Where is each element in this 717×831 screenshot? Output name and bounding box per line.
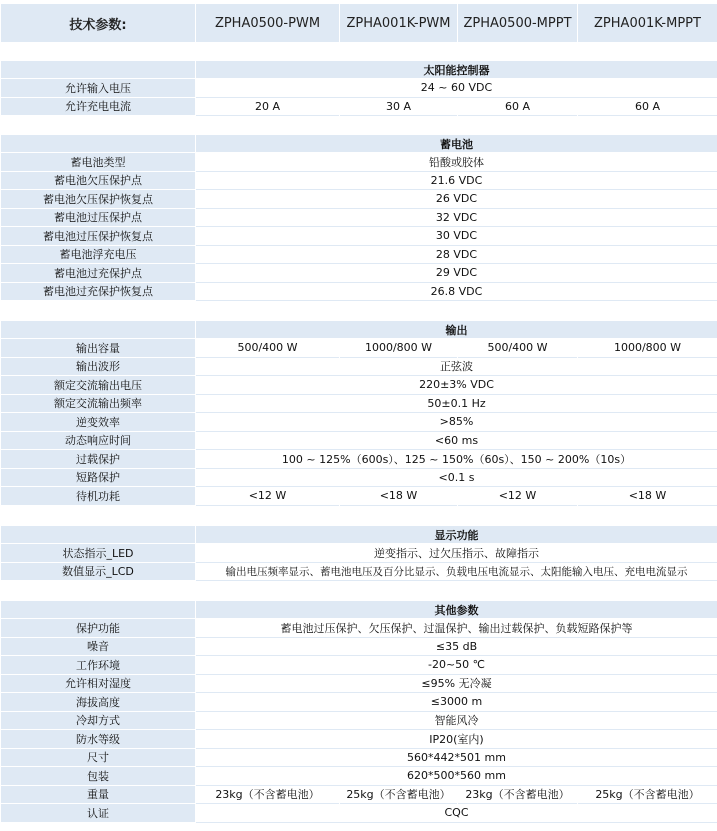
table-row [1,190,717,209]
row-value: 1000/800 W [578,339,717,358]
row-value: 20 A [196,98,339,117]
table-row [1,638,717,657]
table-row [1,563,717,582]
model-column-header: ZPHA0500-MPPT [458,4,577,42]
row-value: ≤95% 无冷凝 [196,675,717,694]
section-title-row [1,135,717,153]
table-row [1,395,717,414]
row-value: 26.8 VDC [196,283,717,302]
row-label: 短路保护 [1,469,195,488]
row-label: 允许相对湿度 [1,675,195,694]
row-value: 28 VDC [196,246,717,265]
section-title-row [1,321,717,339]
table-row [1,450,717,469]
table-row [1,712,717,731]
row-value: 560*442*501 mm [196,749,717,768]
table-row [1,358,717,377]
table-row [1,693,717,712]
row-value: <12 W [196,487,339,506]
row-value: 铅酸或胶体 [196,153,717,172]
section-output [0,321,717,506]
section-title-row [1,526,717,544]
table-row [1,413,717,432]
row-value: 正弦波 [196,358,717,377]
row-value: 25kg（不含蓄电池） [578,786,717,805]
row-label: 蓄电池过充保护点 [1,264,195,283]
row-value: 逆变指示、过欠压指示、故障指示 [196,544,717,563]
row-label: 蓄电池欠压保护点 [1,172,195,191]
table-row [1,98,717,117]
section-title: 其他参数 [196,601,717,619]
table-row [1,656,717,675]
model-column-header: ZPHA0500-PWM [196,4,339,42]
row-label: 包装 [1,767,195,786]
row-label: 认证 [1,804,195,823]
row-label: 额定交流输出频率 [1,395,195,414]
model-column-header: ZPHA001K-PWM [340,4,457,42]
row-label: 过载保护 [1,450,195,469]
section-title: 输出 [196,321,717,339]
row-label: 输出容量 [1,339,195,358]
row-value: 30 A [340,98,457,117]
row-value: 23kg（不含蓄电池） [458,786,577,805]
row-label: 蓄电池过压保护恢复点 [1,227,195,246]
row-value: 500/400 W [458,339,577,358]
row-label: 海拔高度 [1,693,195,712]
row-value: 50±0.1 Hz [196,395,717,414]
row-value: 30 VDC [196,227,717,246]
table-row [1,469,717,488]
row-value: IP20(室内) [196,730,717,749]
header-row [1,4,717,42]
row-label: 额定交流输出电压 [1,376,195,395]
row-label: 逆变效率 [1,413,195,432]
row-value: <18 W [340,487,457,506]
table-row [1,339,717,358]
row-value: 智能风冷 [196,712,717,731]
row-value: 500/400 W [196,339,339,358]
row-label: 尺寸 [1,749,195,768]
row-value: 输出电压频率显示、蓄电池电压及百分比显示、负载电压电流显示、太阳能输入电压、充电电流显示 [196,563,717,582]
row-value: 23kg（不含蓄电池） [196,786,339,805]
row-value: ≤35 dB [196,638,717,657]
table-row [1,432,717,451]
table-row [1,749,717,768]
row-value: CQC [196,804,717,823]
param-heading: 技术参数: [1,4,195,42]
row-value: 1000/800 W [340,339,457,358]
table-row [1,487,717,506]
row-label: 待机功耗 [1,487,195,506]
table-row [1,227,717,246]
section-battery [0,135,717,301]
section-display [0,526,717,581]
section-other [0,601,717,823]
row-value: 60 A [578,98,717,117]
section-title-row [1,61,717,79]
row-label: 保护功能 [1,619,195,638]
row-label: 工作环境 [1,656,195,675]
table-row [1,619,717,638]
row-value: 25kg（不含蓄电池） [340,786,457,805]
table-row [1,544,717,563]
table-row [1,153,717,172]
section-title: 蓄电池 [196,135,717,153]
row-label: 蓄电池过压保护点 [1,209,195,228]
table-row [1,786,717,805]
section-solar-controller [0,61,717,116]
row-label: 状态指示_LED [1,544,195,563]
row-label: 输出波形 [1,358,195,377]
row-label: 蓄电池浮充电压 [1,246,195,265]
spec-header-table [0,4,717,42]
row-label: 噪音 [1,638,195,657]
table-row [1,804,717,823]
row-value: 100 ~ 125%（600s）、125 ~ 150%（60s）、150 ~ 200%（10s） [196,450,717,469]
row-label: 蓄电池欠压保护恢复点 [1,190,195,209]
row-value: 60 A [458,98,577,117]
row-value: <18 W [578,487,717,506]
row-label: 数值显示_LCD [1,563,195,582]
table-row [1,172,717,191]
row-label: 防水等级 [1,730,195,749]
row-value: 蓄电池过压保护、欠压保护、过温保护、输出过载保护、负载短路保护等 [196,619,717,638]
section-title: 显示功能 [196,526,717,544]
table-row [1,264,717,283]
row-value: 220±3% VDC [196,376,717,395]
row-label: 重量 [1,786,195,805]
row-value: >85% [196,413,717,432]
table-row [1,79,717,98]
row-value: 32 VDC [196,209,717,228]
table-row [1,730,717,749]
row-value: 620*500*560 mm [196,767,717,786]
row-value: <12 W [458,487,577,506]
table-row [1,767,717,786]
table-row [1,376,717,395]
row-value: 21.6 VDC [196,172,717,191]
table-row [1,283,717,302]
row-label: 允许充电电流 [1,98,195,117]
section-title: 太阳能控制器 [196,61,717,79]
row-label: 蓄电池过充保护恢复点 [1,283,195,302]
section-title-row [1,601,717,619]
row-value: ≤3000 m [196,693,717,712]
row-value: 26 VDC [196,190,717,209]
row-label: 蓄电池类型 [1,153,195,172]
table-row [1,209,717,228]
row-value: <0.1 s [196,469,717,488]
row-value: <60 ms [196,432,717,451]
row-value: 24 ~ 60 VDC [196,79,717,98]
table-row [1,675,717,694]
row-value: 29 VDC [196,264,717,283]
row-label: 冷却方式 [1,712,195,731]
model-column-header: ZPHA001K-MPPT [578,4,717,42]
table-row [1,246,717,265]
row-label: 允许输入电压 [1,79,195,98]
row-label: 动态响应时间 [1,432,195,451]
row-value: -20~50 ℃ [196,656,717,675]
